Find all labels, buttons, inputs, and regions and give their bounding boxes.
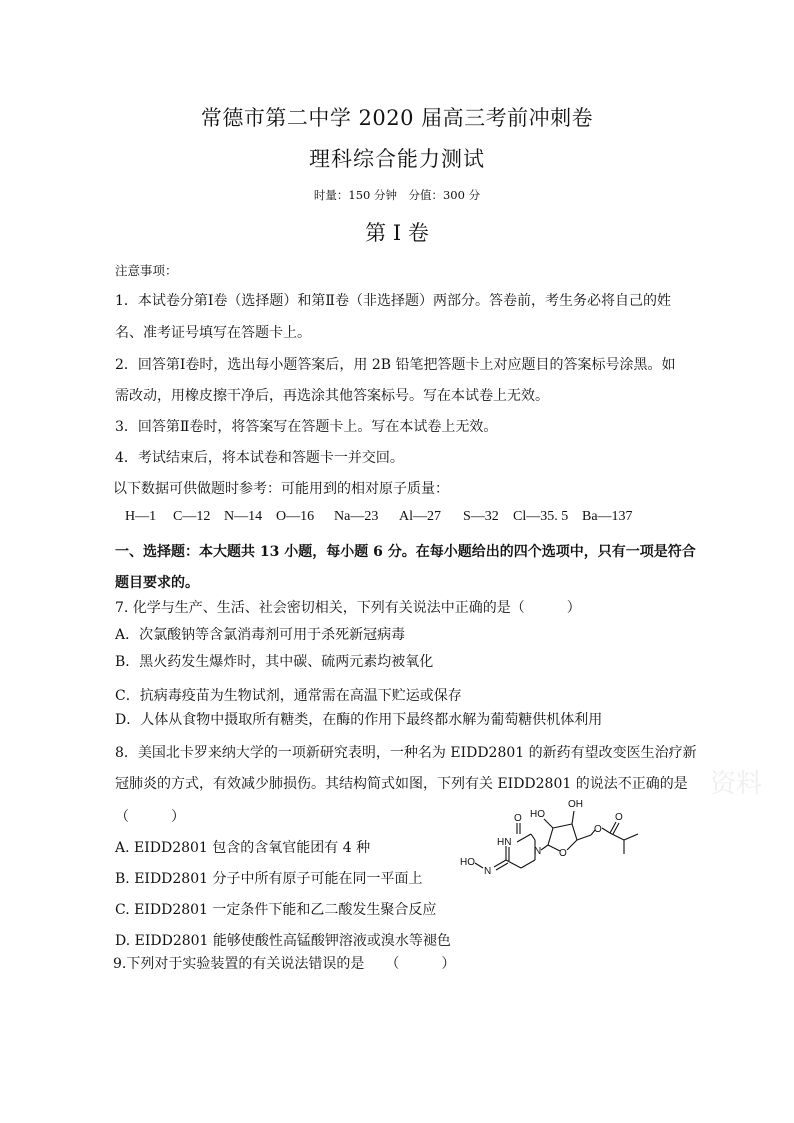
exam-meta: 时量：150 分钟 分值：300 分 <box>313 188 481 202</box>
section-heading: 题目要求的。 <box>115 575 199 591</box>
atomic-mass: O—16 <box>276 509 315 524</box>
oxime-hydroxyl-label: HO <box>460 857 475 868</box>
atomic-mass: H—1 <box>125 509 157 524</box>
question-8-option-d: D. EIDD2801 能够使酸性高锰酸钾溶液或溴水等褪色 <box>115 933 451 949</box>
question-8-stem: 8．美国北卡罗来纳大学的一项新研究表明，一种名为 EIDD2801 的新药有望改变医生治疗新 <box>115 745 697 761</box>
ester-carbonyl-oxygen-label: O <box>615 812 623 823</box>
atomic-mass: Na—23 <box>334 509 379 524</box>
ester-oxygen-label: O <box>594 824 602 835</box>
hydroxyl-label: OH <box>568 799 583 810</box>
atomic-mass: Cl—35. 5 <box>513 509 569 524</box>
eidd2801-structure <box>450 790 660 890</box>
atomic-mass: C—12 <box>173 509 211 524</box>
notes-line: 以下数据可供做题时参考：可能用到的相对原子质量： <box>113 481 449 497</box>
volume-heading: 第 I 卷 <box>365 221 429 245</box>
watermark: 资料 <box>710 769 763 799</box>
hydroxyl-label: HO <box>530 809 545 820</box>
section-heading: 一、选择题：本大题共 13 小题，每小题 6 分。在每小题给出的四个选项中，只有一项是符合 <box>115 544 696 560</box>
notes-heading: 注意事项： <box>115 263 178 278</box>
atomic-mass: N—14 <box>224 509 263 524</box>
atomic-mass: S—32 <box>463 509 499 524</box>
question-8-stem: 冠肺炎的方式，有效减少肺损伤。其结构简式如图，下列有关 EIDD2801 的说法不正确的是 <box>115 776 688 792</box>
notes-line: 4．考试结束后，将本试卷和答题卡一并交回。 <box>115 450 404 466</box>
question-8-stem: （ ） <box>115 809 185 825</box>
question-8-option-c: C. EIDD2801 一定条件下能和乙二酸发生聚合反应 <box>115 902 437 918</box>
ring-nitrogen-label: N <box>534 846 542 857</box>
question-8-option-b: B. EIDD2801 分子中所有原子可能在同一平面上 <box>115 871 423 887</box>
question-7-option-a: A．次氯酸钠等含氯消毒剂可用于杀死新冠病毒 <box>115 627 406 643</box>
question-7-option-c: C．抗病毒疫苗为生物试剂，通常需在高温下贮运或保存 <box>115 688 462 704</box>
atomic-mass: Ba—137 <box>582 509 633 524</box>
notes-line: 2．回答第Ⅰ卷时，选出每小题答案后，用 2B 铅笔把答题卡上对应题目的答案标号涂黑。如 <box>115 357 676 373</box>
notes-line: 1．本试卷分第Ⅰ卷（选择题）和第Ⅱ卷（非选择题）两部分。答卷前，考生务必将自己的姓 <box>115 293 671 309</box>
carbonyl-oxygen-label: O <box>514 813 522 824</box>
ring-oxygen-label: O <box>559 848 567 859</box>
exam-subtitle: 理科综合能力测试 <box>309 147 485 171</box>
exam-title: 常德市第二中学 2020 届高三考前冲刺卷 <box>200 106 594 130</box>
question-7-option-d: D．人体从食物中摄取所有糖类，在酶的作用下最终都水解为葡萄糖供机体利用 <box>115 712 603 728</box>
question-8-option-a: A. EIDD2801 包含的含氧官能团有 4 种 <box>115 840 371 856</box>
oxime-oxygen-nitrogen-label: N <box>484 866 492 877</box>
question-7-option-b: B．黑火药发生爆炸时，其中碳、硫两元素均被氧化 <box>115 654 434 670</box>
notes-line: 名、准考证号填写在答题卡上。 <box>115 325 311 341</box>
question-7-stem: 7. 化学与生产、生活、社会密切相关，下列有关说法中正确的是（ ） <box>115 600 581 616</box>
question-9-stem: 9.下列对于实验装置的有关说法错误的是 （ ） <box>113 956 456 972</box>
notes-line: 需改动，用橡皮擦干净后，再选涂其他答案标号。写在本试卷上无效。 <box>115 388 549 404</box>
nh-label: HN <box>497 837 512 848</box>
atomic-mass: Al—27 <box>399 509 441 524</box>
notes-line: 3．回答第Ⅱ卷时，将答案写在答题卡上。写在本试卷上无效。 <box>115 419 498 435</box>
